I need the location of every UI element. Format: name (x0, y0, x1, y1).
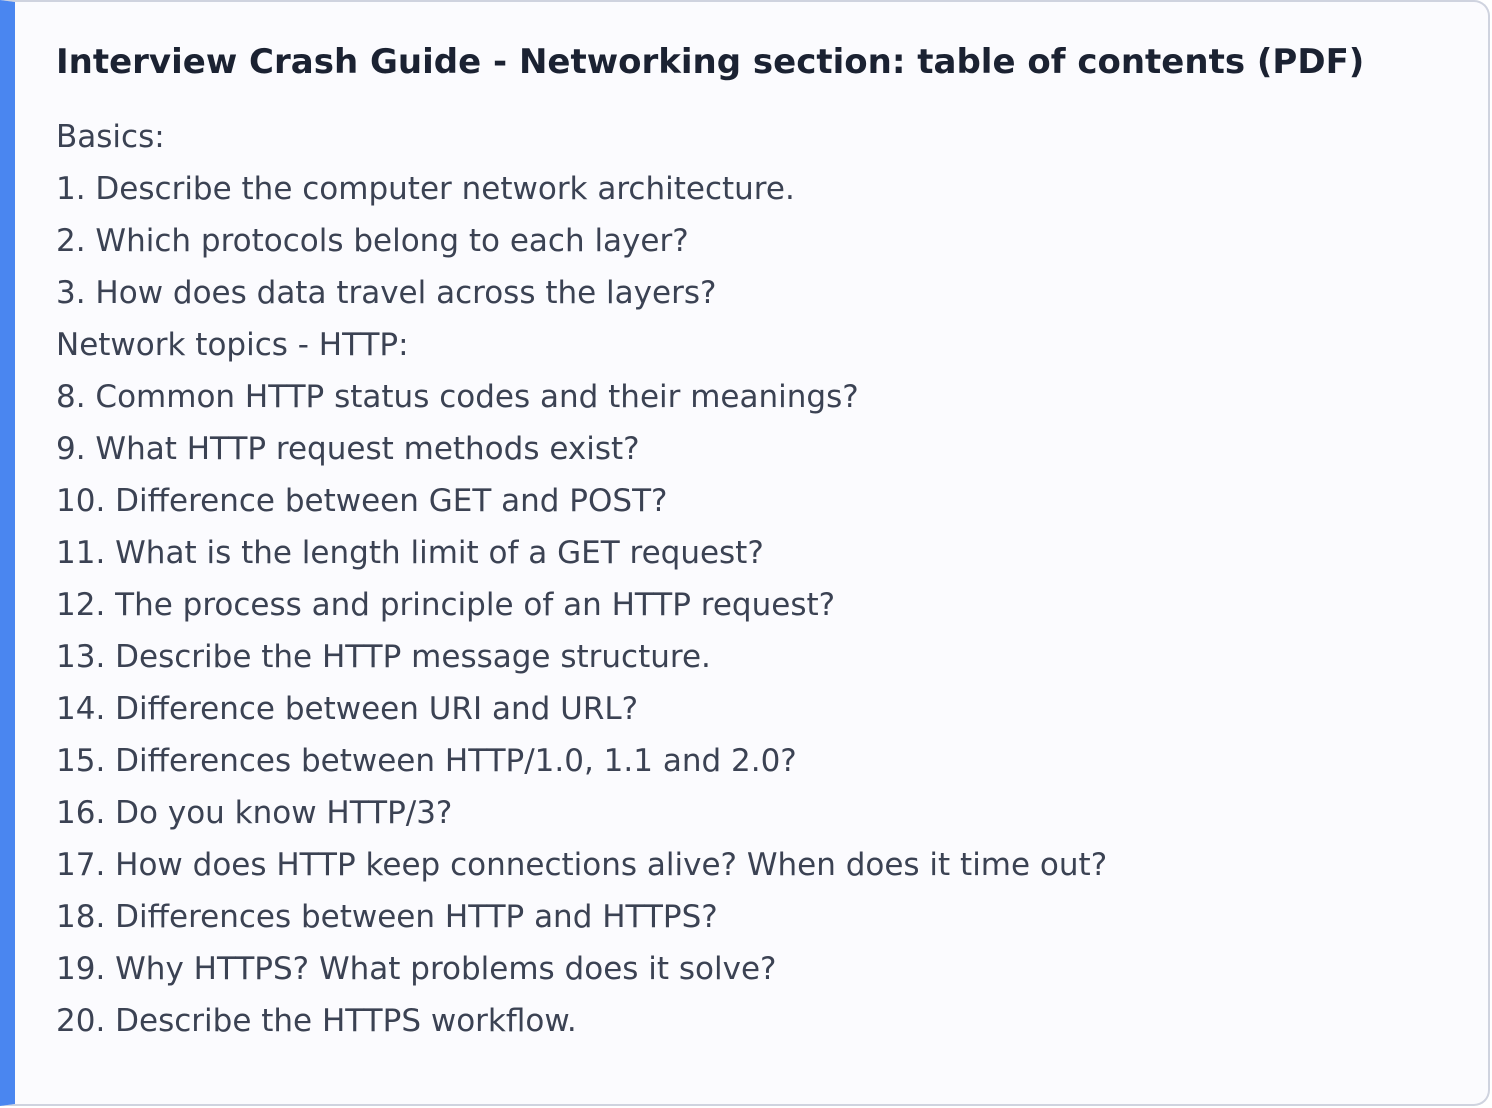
toc-item: 14. Difference between URI and URL? (56, 691, 639, 727)
toc-item: 11. What is the length limit of a GET request? (56, 535, 764, 571)
toc-item: 16. Do you know HTTP/3? (56, 795, 453, 831)
toc-item: 18. Differences between HTTP and HTTPS? (56, 899, 718, 935)
toc-item: 1. Describe the computer network architecture. (56, 171, 795, 207)
toc-item: 17. How does HTTP keep connections alive? When does it time out? (56, 847, 1108, 883)
toc-section-heading: Network topics - HTTP: (56, 327, 409, 363)
toc-item: 19. Why HTTPS? What problems does it solve? (56, 951, 777, 987)
card-content (56, 38, 1468, 1047)
toc-item: 8. Common HTTP status codes and their meanings? (56, 379, 859, 415)
toc-list (56, 111, 1468, 1047)
toc-item: 12. The process and principle of an HTTP request? (56, 587, 836, 623)
toc-item: 3. How does data travel across the layers? (56, 275, 717, 311)
toc-item: 20. Describe the HTTPS workflow. (56, 1003, 577, 1039)
toc-item: 15. Differences between HTTP/1.0, 1.1 and 2.0? (56, 743, 797, 779)
toc-item: 13. Describe the HTTP message structure. (56, 639, 711, 675)
toc-section-heading: Basics: (56, 119, 165, 155)
document-title: Interview Crash Guide - Networking section: table of contents (PDF) (56, 42, 1365, 82)
toc-item: 10. Difference between GET and POST? (56, 483, 668, 519)
toc-item: 9. What HTTP request methods exist? (56, 431, 640, 467)
toc-item: 2. Which protocols belong to each layer? (56, 223, 689, 259)
